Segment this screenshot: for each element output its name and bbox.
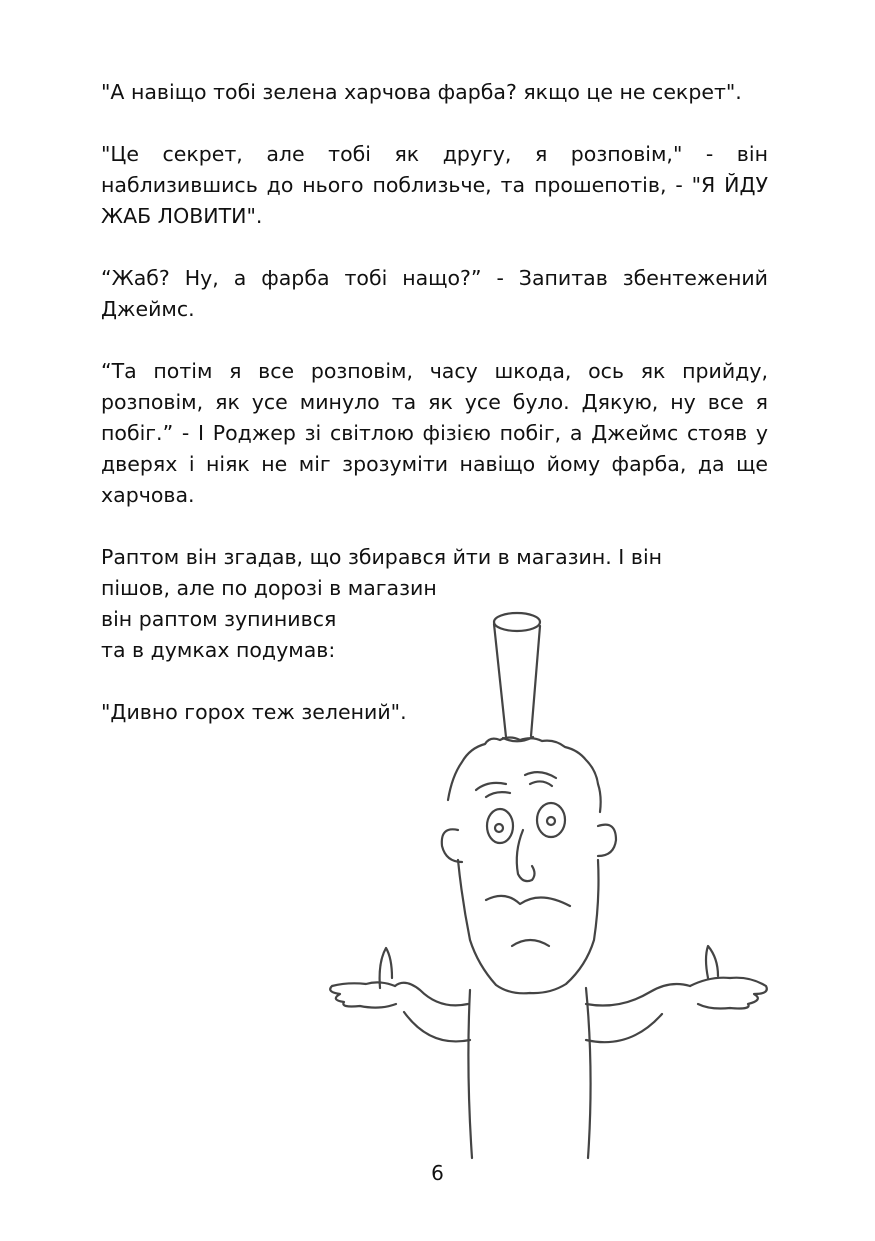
paragraph-3: “Жаб? Ну, а фарба тобі нащо?” - Запитав збентежений Джеймс. (101, 266, 768, 321)
hair-icon (448, 738, 601, 813)
paragraph-5-line-1: Раптом він згадав, що збирався йти в магазин. І він (101, 545, 663, 569)
paragraph-4: “Та потім я все розповім, часу шкода, ось як прийду, розповім, як усе минуло та як усе було. Дякую, ну все я побіг.” - І Роджер зі світлою фізією побіг, а Джеймс стояв у дверях і ніяк не міг зрозуміти навіщо йому фарба, да ще харчова. (101, 359, 768, 507)
paragraph-5-line-2: пішов, але по дорозі в магазин (101, 576, 437, 600)
quote-paragraph: "Дивно горох теж зелений". (101, 700, 407, 724)
paragraph-1: "А навіщо тобі зелена харчова фарба? якщо це не секрет". (101, 80, 742, 104)
body-icon (468, 990, 472, 1158)
page-number: 6 (431, 1161, 444, 1185)
eyes-icon (487, 803, 565, 843)
paragraph-2: "Це секрет, але тобі як другу, я розповім," - він наблизившись до нього поблизьче, та прошепотів, - "Я ЙДУ ЖАБ ЛОВИТИ". (101, 142, 768, 228)
hat-icon (494, 613, 540, 741)
right-hand-icon (586, 946, 767, 1042)
paragraph-5-line-3: він раптом зупинився (101, 607, 337, 631)
paragraph-5-line-4: та в думках подумав: (101, 638, 336, 662)
character-illustration (318, 608, 778, 1173)
left-hand-icon (330, 948, 470, 1041)
